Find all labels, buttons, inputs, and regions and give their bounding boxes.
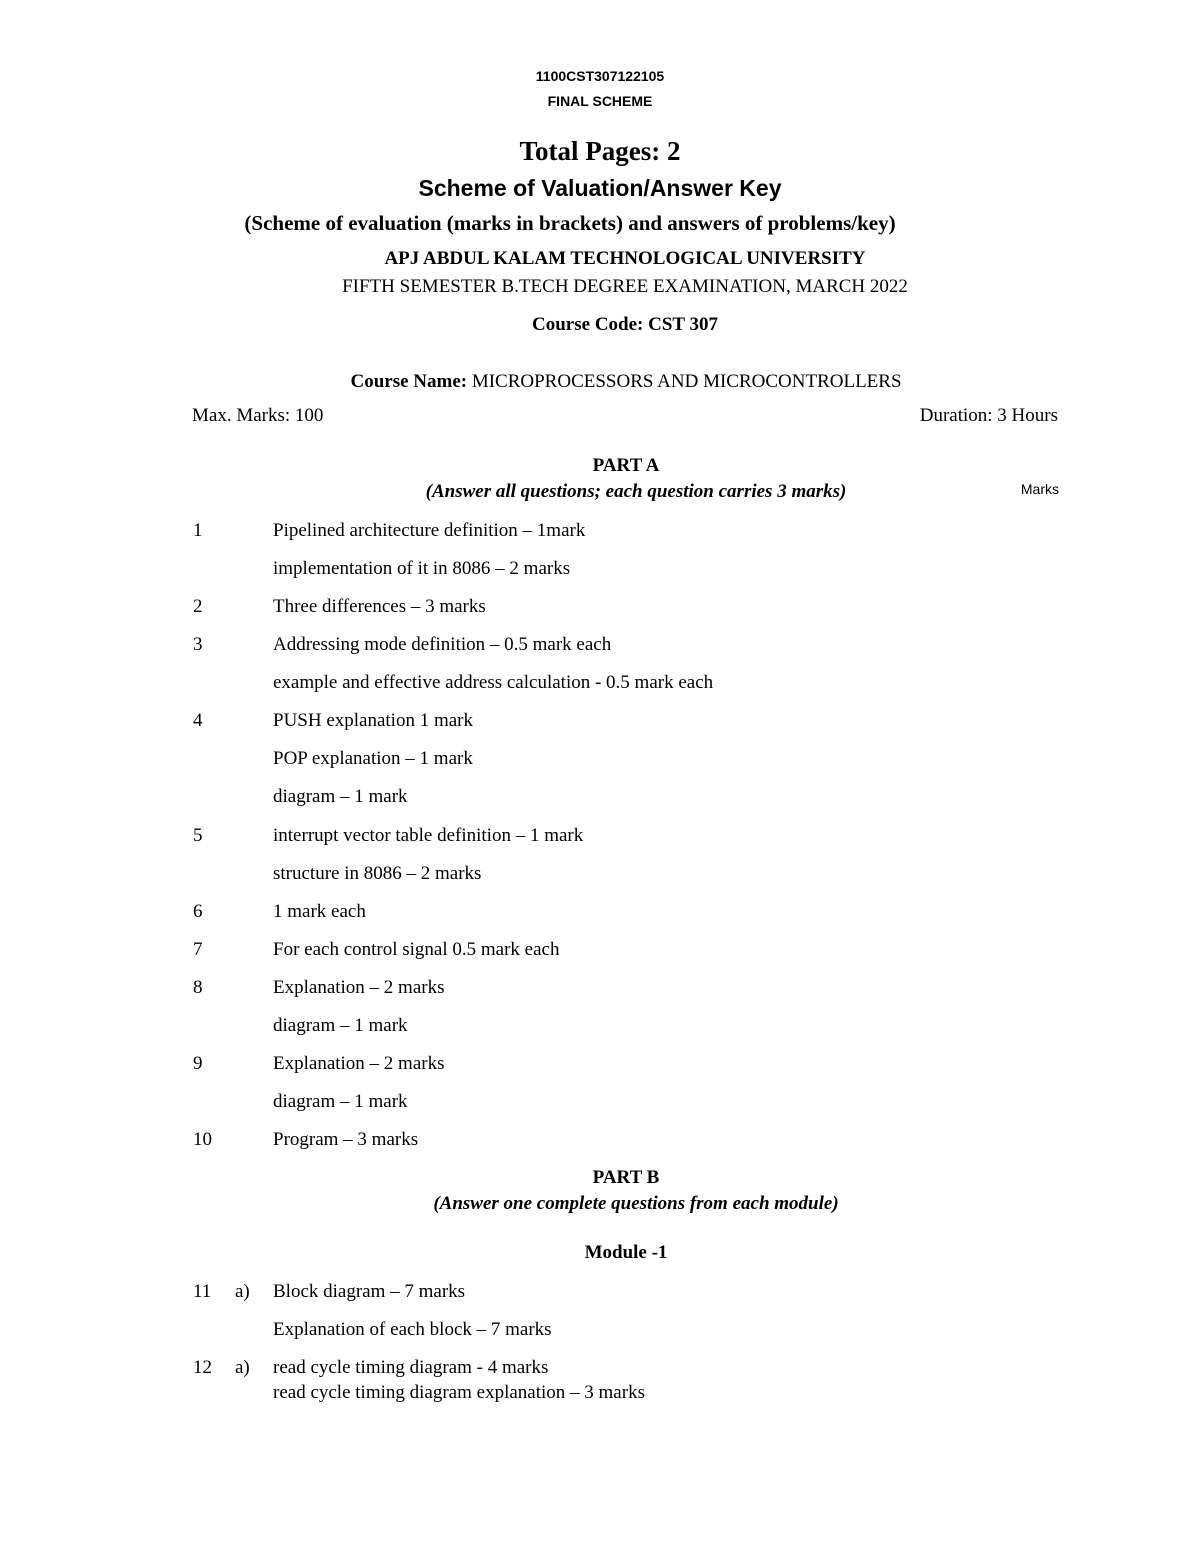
answer-line: 1 mark each — [273, 901, 366, 922]
answer-line: Pipelined architecture definition – 1mark — [273, 520, 586, 541]
question-number: 10 — [193, 1129, 212, 1150]
question-number: 4 — [193, 710, 203, 731]
scheme-subtitle: (Scheme of evaluation (marks in brackets) and answers of problems/key) — [244, 211, 896, 235]
answer-line: structure in 8086 – 2 marks — [273, 863, 482, 884]
question-number: 2 — [193, 596, 203, 617]
part-b-instructions: (Answer one complete questions from each module) — [433, 1193, 839, 1214]
document-code: 1100CST307122105 — [535, 68, 665, 84]
answer-line: PUSH explanation 1 mark — [273, 710, 474, 731]
answer-line: read cycle timing diagram explanation – 3 marks — [273, 1382, 645, 1403]
answer-line: Addressing mode definition – 0.5 mark each — [273, 634, 612, 655]
answer-line: Block diagram – 7 marks — [273, 1281, 466, 1302]
duration: Duration: 3 Hours — [919, 405, 1058, 426]
answer-line: diagram – 1 mark — [273, 786, 408, 807]
course-name — [0, 371, 1200, 393]
total-pages: Total Pages: 2 — [519, 136, 681, 166]
course-name-label: Course Name: — [350, 371, 472, 392]
marks-column-header: Marks — [1020, 481, 1059, 497]
answer-line: diagram – 1 mark — [273, 1015, 408, 1036]
question-number: 8 — [193, 977, 203, 998]
part-a-instructions: (Answer all questions; each question carries 3 marks) — [425, 481, 847, 502]
question-number: 9 — [193, 1053, 203, 1074]
sub-question-label: a) — [235, 1357, 250, 1378]
question-number: 6 — [193, 901, 203, 922]
course-name-value: MICROPROCESSORS AND MICROCONTROLLERS — [471, 371, 902, 392]
question-number: 11 — [193, 1281, 212, 1302]
max-marks: Max. Marks: 100 — [192, 405, 324, 426]
module-heading: Module -1 — [584, 1242, 668, 1263]
question-number: 7 — [193, 939, 203, 960]
part-b-heading: PART B — [592, 1167, 660, 1188]
sub-question-label: a) — [235, 1281, 250, 1302]
question-number: 3 — [193, 634, 203, 655]
course-code: Course Code: CST 307 — [532, 314, 718, 335]
document-status: FINAL SCHEME — [547, 93, 653, 109]
answer-line: interrupt vector table definition – 1 mark — [273, 825, 584, 846]
answer-line: Three differences – 3 marks — [273, 596, 486, 617]
part-a-heading: PART A — [592, 455, 660, 476]
answer-line: POP explanation – 1 mark — [273, 748, 473, 769]
scheme-title: Scheme of Valuation/Answer Key — [418, 175, 782, 201]
question-number: 12 — [193, 1357, 212, 1378]
answer-line: For each control signal 0.5 mark each — [273, 939, 560, 960]
answer-line: Program – 3 marks — [273, 1129, 419, 1150]
university-name: APJ ABDUL KALAM TECHNOLOGICAL UNIVERSITY — [384, 248, 866, 269]
answer-line: read cycle timing diagram - 4 marks — [273, 1357, 549, 1378]
answer-line: Explanation of each block – 7 marks — [273, 1319, 552, 1340]
question-number: 1 — [193, 520, 203, 541]
exam-title: FIFTH SEMESTER B.TECH DEGREE EXAMINATION, MARCH 2022 — [342, 276, 908, 297]
answer-line: implementation of it in 8086 – 2 marks — [273, 558, 571, 579]
answer-line: Explanation – 2 marks — [273, 977, 445, 998]
answer-line: example and effective address calculation - 0.5 mark each — [273, 672, 714, 693]
question-number: 5 — [193, 825, 203, 846]
answer-line: diagram – 1 mark — [273, 1091, 408, 1112]
answer-line: Explanation – 2 marks — [273, 1053, 445, 1074]
